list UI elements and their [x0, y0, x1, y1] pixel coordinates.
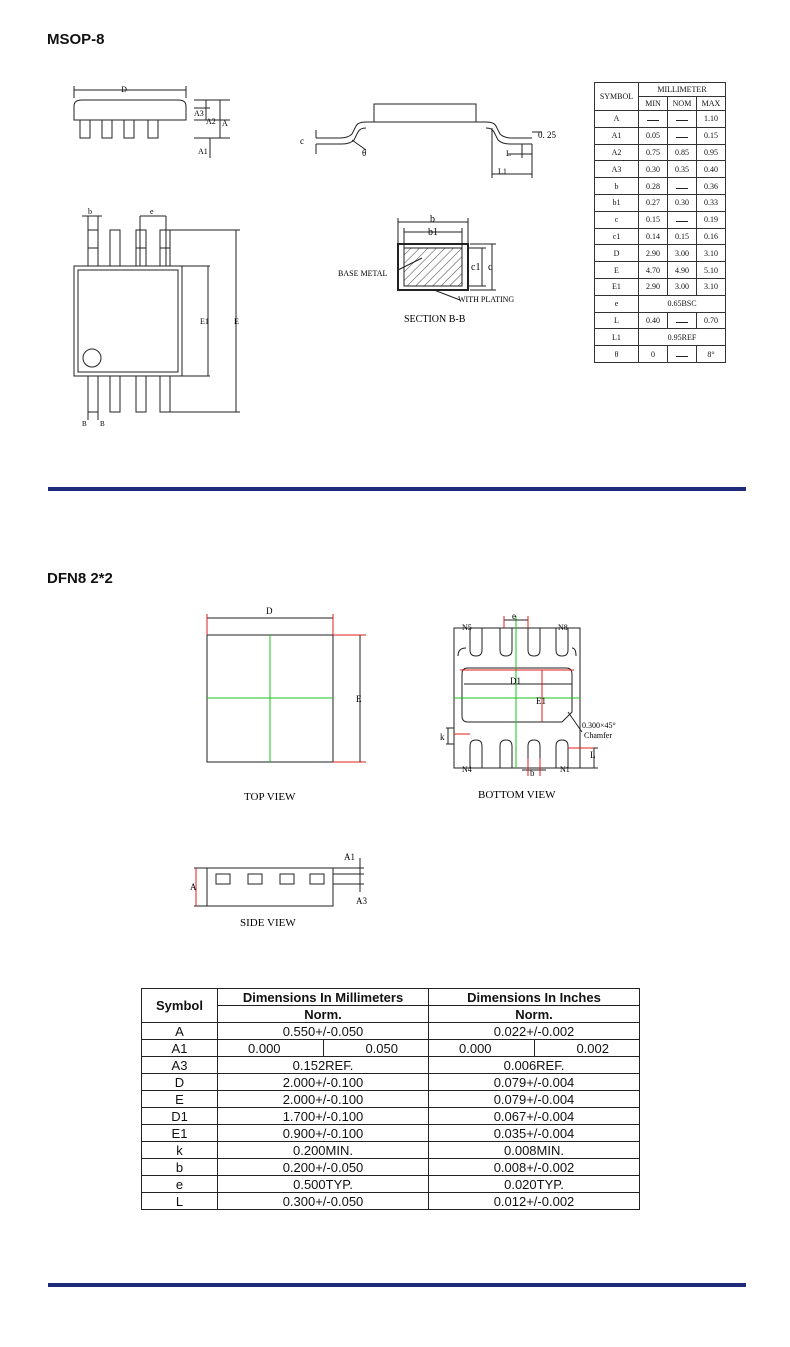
- msop-cell-symbol: A: [595, 111, 639, 128]
- dfn-label-E1: E1: [536, 696, 546, 706]
- dfn-cell-in-min: 0.000: [429, 1040, 535, 1057]
- msop-cell-max: 5.10: [697, 262, 726, 279]
- dfn-label-e: e: [512, 611, 516, 621]
- msop-cell-dash-min: [639, 111, 668, 128]
- msop-section-label-b: b: [430, 214, 435, 225]
- msop-cell-min: 2.90: [639, 278, 668, 295]
- msop-header-millimeter: MILLIMETER: [639, 83, 726, 97]
- msop-table-row: [595, 245, 726, 262]
- msop-header-nom: NOM: [668, 97, 697, 111]
- msop-cell-min: 0.27: [639, 194, 668, 211]
- msop-cell-symbol: A2: [595, 144, 639, 161]
- msop-table-row: [595, 127, 726, 144]
- dfn-cell-in: 0.008MIN.: [429, 1142, 640, 1159]
- dfn-label-E: E: [356, 694, 362, 704]
- msop-cell-span: 0.65BSC: [639, 295, 726, 312]
- msop-cell-max: 0.36: [697, 178, 726, 195]
- msop-label-B2: B: [100, 420, 105, 428]
- dfn-cell-symbol: E1: [142, 1125, 218, 1142]
- msop-cell-dash-nom: [668, 111, 697, 128]
- msop-label-L1: L1: [498, 167, 507, 176]
- msop-label-D: D: [121, 85, 127, 94]
- dfn-cell-symbol: b: [142, 1159, 218, 1176]
- msop-cell-dash-nom: [668, 178, 697, 195]
- msop-table-row: [595, 178, 726, 195]
- msop-cell-max: 0.33: [697, 194, 726, 211]
- msop-cell-min: 0.28: [639, 178, 668, 195]
- msop-cell-max: 8°: [697, 346, 726, 363]
- msop-section-label-c1: c1: [471, 262, 481, 273]
- dfn-cell-in: 0.012+/-0.002: [429, 1193, 640, 1210]
- msop-table-row: [595, 262, 726, 279]
- msop-cell-min: 0.75: [639, 144, 668, 161]
- msop-cell-nom: 3.00: [668, 278, 697, 295]
- msop-dimension-table: [594, 82, 726, 363]
- msop-label-A: A: [222, 119, 228, 128]
- dfn-table-row: [142, 1023, 640, 1040]
- dfn-table-row: [142, 1057, 640, 1074]
- dfn-cell-mm: 0.200+/-0.050: [218, 1159, 429, 1176]
- msop-table-row: [595, 295, 726, 312]
- msop-table-row: [595, 329, 726, 346]
- msop-label-A2: A2: [206, 117, 216, 126]
- msop-cell-nom: 0.15: [668, 228, 697, 245]
- msop-cell-min: 0.40: [639, 312, 668, 329]
- msop-label-theta: θ: [362, 148, 367, 158]
- msop-table-row: [595, 346, 726, 363]
- msop-cell-max: 3.10: [697, 278, 726, 295]
- msop-header-symbol: SYMBOL: [595, 83, 639, 111]
- dfn-cell-mm-min: 0.000: [218, 1040, 324, 1057]
- msop-table-row: [595, 312, 726, 329]
- msop-cell-max: 0.95: [697, 144, 726, 161]
- dfn-cell-mm: 2.000+/-0.100: [218, 1074, 429, 1091]
- dfn-header-symbol: Symbol: [142, 989, 218, 1023]
- dfn-label-D1: D1: [510, 676, 521, 686]
- dfn-cell-mm: 0.550+/-0.050: [218, 1023, 429, 1040]
- msop-cell-span: 0.95REF: [639, 329, 726, 346]
- msop-cell-min: 0: [639, 346, 668, 363]
- dfn-table-row: [142, 1193, 640, 1210]
- dfn-subheader-mm: Norm.: [218, 1006, 429, 1023]
- msop-cell-symbol: b: [595, 178, 639, 195]
- msop-cell-min: 4.70: [639, 262, 668, 279]
- msop-label-A1: A1: [198, 147, 208, 156]
- dfn-cell-mm: 2.000+/-0.100: [218, 1091, 429, 1108]
- dfn-table-row: [142, 1074, 640, 1091]
- dfn-title: DFN8 2*2: [47, 570, 113, 587]
- msop-table-row: [595, 278, 726, 295]
- dfn-cell-symbol: A3: [142, 1057, 218, 1074]
- msop-cell-min: 0.15: [639, 211, 668, 228]
- msop-cell-max: 0.15: [697, 127, 726, 144]
- msop-label-B1: B: [82, 420, 87, 428]
- dfn-top-view-drawing: [196, 600, 376, 810]
- dfn-label-L: L: [590, 750, 596, 760]
- msop-header-max: MAX: [697, 97, 726, 111]
- dfn-cell-mm: 0.500TYP.: [218, 1176, 429, 1193]
- msop-cell-nom: 3.00: [668, 245, 697, 262]
- msop-section-label-b1: b1: [428, 227, 438, 238]
- msop-cell-max: 0.40: [697, 161, 726, 178]
- dfn-cell-symbol: e: [142, 1176, 218, 1193]
- msop-cell-symbol: c1: [595, 228, 639, 245]
- msop-label-section: SECTION B-B: [404, 314, 466, 325]
- msop-cell-symbol: L1: [595, 329, 639, 346]
- dfn-label-k: k: [440, 732, 445, 742]
- msop-table-row: [595, 228, 726, 245]
- dfn-cell-in: 0.067+/-0.004: [429, 1108, 640, 1125]
- dfn-cell-mm: 0.900+/-0.100: [218, 1125, 429, 1142]
- dfn-table-row: [142, 1108, 640, 1125]
- dfn-cell-symbol: A1: [142, 1040, 218, 1057]
- dfn-label-N5: N5: [462, 623, 472, 632]
- msop-title: MSOP-8: [47, 31, 105, 48]
- dfn-label-chamfer-size: 0.300×45°: [582, 721, 616, 730]
- dfn-cell-mm-max: 0.050: [323, 1040, 429, 1057]
- msop-top-view-drawing: [60, 202, 260, 434]
- dfn-table-row: [142, 1142, 640, 1159]
- dfn-cell-mm: 0.200MIN.: [218, 1142, 429, 1159]
- msop-table-row: [595, 211, 726, 228]
- dfn-cell-in: 0.022+/-0.002: [429, 1023, 640, 1040]
- msop-side-view-drawing: [60, 80, 250, 160]
- msop-cell-min: 2.90: [639, 245, 668, 262]
- msop-cell-symbol: L: [595, 312, 639, 329]
- dfn-table-row: [142, 1125, 640, 1142]
- msop-cell-max: 0.70: [697, 312, 726, 329]
- dfn-cell-in-max: 0.002: [534, 1040, 640, 1057]
- msop-label-025: 0. 25: [538, 130, 556, 140]
- msop-cell-max: 0.19: [697, 211, 726, 228]
- dfn-cell-in: 0.008+/-0.002: [429, 1159, 640, 1176]
- dfn-label-side-view: SIDE VIEW: [240, 917, 296, 929]
- msop-cell-symbol: E1: [595, 278, 639, 295]
- dfn-label-bottom-view: BOTTOM VIEW: [478, 789, 556, 801]
- msop-cell-max: 3.10: [697, 245, 726, 262]
- dfn-bottom-view-drawing: [436, 608, 642, 804]
- msop-label-A3: A3: [194, 109, 204, 118]
- dfn-table-row: [142, 1159, 640, 1176]
- msop-cell-max: 1.10: [697, 111, 726, 128]
- dfn-label-top-view: TOP VIEW: [244, 791, 296, 803]
- msop-cell-nom: 0.35: [668, 161, 697, 178]
- dfn-table-row: [142, 1040, 640, 1057]
- msop-table-row: [595, 111, 726, 128]
- msop-label-E: E: [234, 317, 239, 326]
- dfn-cell-mm: 0.152REF.: [218, 1057, 429, 1074]
- dfn-cell-symbol: E: [142, 1091, 218, 1108]
- msop-cell-nom: 0.85: [668, 144, 697, 161]
- dfn-side-view-drawing: [180, 840, 380, 932]
- dfn-label-N8: N8: [558, 623, 568, 632]
- msop-cell-min: 0.30: [639, 161, 668, 178]
- dfn-subheader-in: Norm.: [429, 1006, 640, 1023]
- dfn-cell-symbol: D: [142, 1074, 218, 1091]
- dfn-label-A1: A1: [344, 852, 355, 862]
- msop-cell-min: 0.05: [639, 127, 668, 144]
- dfn-label-N4: N4: [462, 765, 472, 774]
- msop-cell-symbol: A1: [595, 127, 639, 144]
- msop-cell-symbol: E: [595, 262, 639, 279]
- msop-cell-nom: 4.90: [668, 262, 697, 279]
- msop-section-drawing: [330, 210, 550, 330]
- dfn-label-b: b: [530, 768, 535, 778]
- msop-label-E1: E1: [200, 317, 209, 326]
- msop-cell-symbol: θ: [595, 346, 639, 363]
- dfn-cell-in: 0.035+/-0.004: [429, 1125, 640, 1142]
- msop-label-with-plating: WITH PLATING: [458, 295, 515, 304]
- msop-table-row: [595, 144, 726, 161]
- msop-table-row: [595, 161, 726, 178]
- msop-cell-max: 0.16: [697, 228, 726, 245]
- msop-cell-nom: 0.30: [668, 194, 697, 211]
- msop-label-b: b: [88, 207, 92, 216]
- dfn-cell-in: 0.079+/-0.004: [429, 1074, 640, 1091]
- dfn-cell-symbol: L: [142, 1193, 218, 1210]
- dfn-cell-in: 0.020TYP.: [429, 1176, 640, 1193]
- msop-cell-dash-nom: [668, 346, 697, 363]
- msop-section-label-c: c: [488, 262, 493, 273]
- dfn-label-A3: A3: [356, 896, 367, 906]
- dfn-cell-symbol: A: [142, 1023, 218, 1040]
- dfn-table-row: [142, 1091, 640, 1108]
- dfn-cell-mm: 1.700+/-0.100: [218, 1108, 429, 1125]
- dfn-label-D: D: [266, 606, 273, 616]
- dfn-header-in: Dimensions In Inches: [429, 989, 640, 1006]
- msop-header-min: MIN: [639, 97, 668, 111]
- msop-label-L: L: [506, 149, 511, 158]
- dfn-label-N1: N1: [560, 765, 570, 774]
- section-divider-2: [48, 1283, 746, 1287]
- dfn-cell-mm: 0.300+/-0.050: [218, 1193, 429, 1210]
- msop-label-e: e: [150, 207, 154, 216]
- msop-label-base-metal: BASE METAL: [338, 269, 388, 278]
- section-divider-1: [48, 487, 746, 491]
- msop-cell-symbol: A3: [595, 161, 639, 178]
- dfn-cell-in: 0.006REF.: [429, 1057, 640, 1074]
- dfn-table-row: [142, 1176, 640, 1193]
- msop-cell-symbol: b1: [595, 194, 639, 211]
- msop-table-row: [595, 194, 726, 211]
- msop-cell-dash-nom: [668, 127, 697, 144]
- msop-cell-min: 0.14: [639, 228, 668, 245]
- dfn-dimension-table: [141, 988, 640, 1210]
- msop-cell-symbol: c: [595, 211, 639, 228]
- msop-cell-symbol: D: [595, 245, 639, 262]
- dfn-cell-in: 0.079+/-0.004: [429, 1091, 640, 1108]
- msop-lead-profile-drawing: [296, 96, 566, 188]
- dfn-label-chamfer: Chamfer: [584, 731, 612, 740]
- msop-cell-dash-nom: [668, 312, 697, 329]
- msop-cell-dash-nom: [668, 211, 697, 228]
- dfn-label-A: A: [190, 882, 197, 892]
- dfn-cell-symbol: D1: [142, 1108, 218, 1125]
- dfn-cell-symbol: k: [142, 1142, 218, 1159]
- msop-label-c: c: [300, 136, 304, 146]
- msop-cell-symbol: e: [595, 295, 639, 312]
- dfn-header-mm: Dimensions In Millimeters: [218, 989, 429, 1006]
